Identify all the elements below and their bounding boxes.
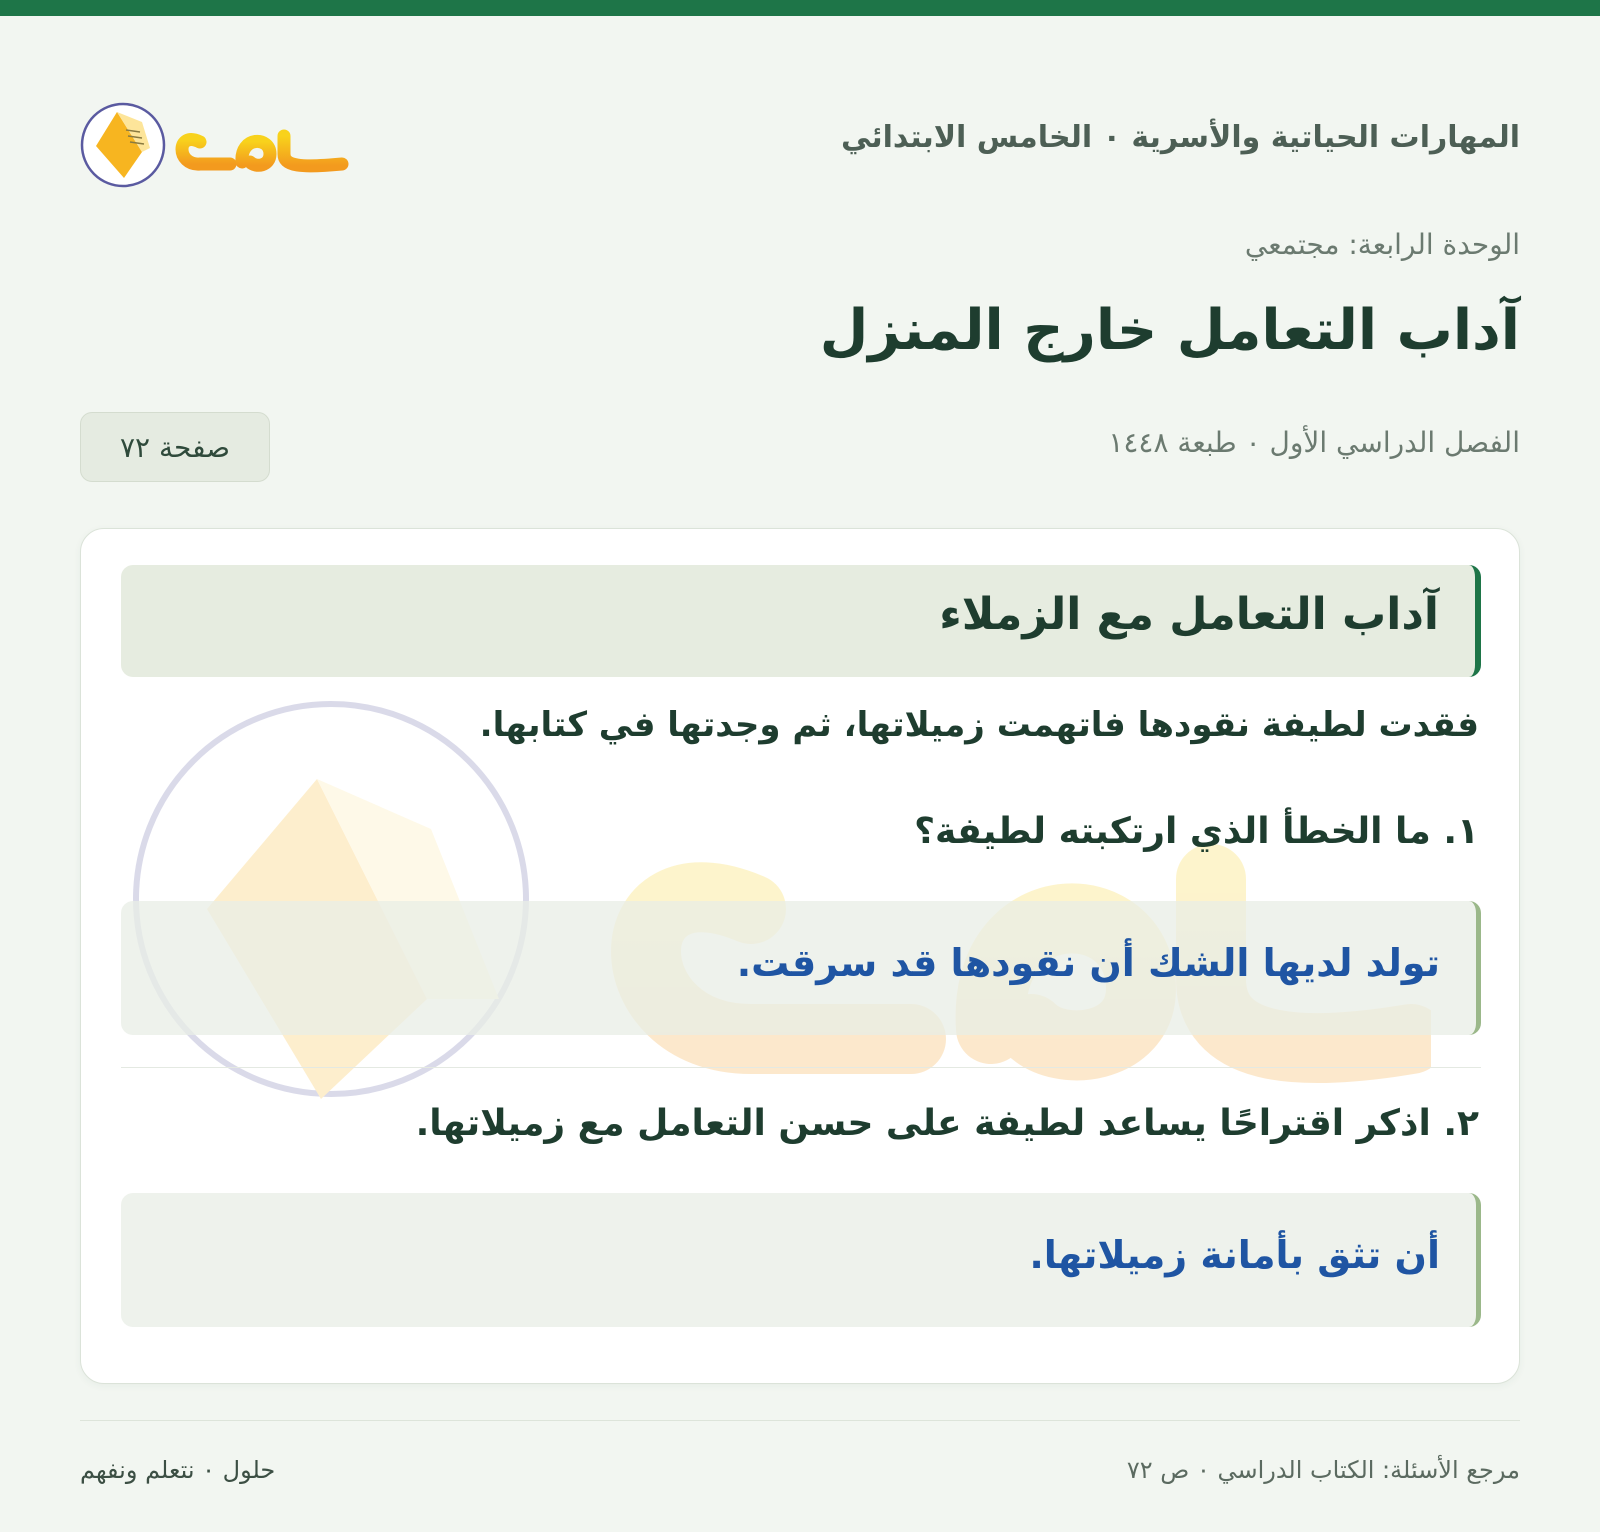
- divider: [121, 1067, 1481, 1068]
- book-icon: [82, 104, 164, 186]
- course-title: المهارات الحياتية والأسرية ٠ الخامس الابتدائي: [840, 120, 1520, 155]
- question-card: [80, 528, 1520, 1384]
- logo: [80, 86, 350, 196]
- section-heading: [121, 565, 1481, 677]
- scenario-text: فقدت لطيفة نقودها فاتهمت زميلاتها، ثم وجدتها في كتابها.: [479, 705, 1479, 745]
- question-1: ١. ما الخطأ الذي ارتكبته لطيفة؟: [914, 811, 1479, 852]
- answer-box-2: [121, 1193, 1481, 1327]
- section-title: آداب التعامل مع الزملاء: [939, 589, 1439, 640]
- footer-brand: حلول ٠ نتعلم ونفهم: [80, 1456, 276, 1484]
- footer-divider: [80, 1420, 1520, 1421]
- page: [80, 16, 1520, 1532]
- footer-reference: مرجع الأسئلة: الكتاب الدراسي ٠ ص ٧٢: [1126, 1456, 1520, 1484]
- answer-box-1: [121, 901, 1481, 1035]
- header: [80, 86, 1520, 206]
- edition-label: الفصل الدراسي الأول ٠ طبعة ١٤٤٨: [1108, 426, 1520, 459]
- unit-label: الوحدة الرابعة: مجتمعي: [1244, 228, 1520, 261]
- question-2: ٢. اذكر اقتراحًا يساعد لطيفة على حسن التعامل مع زميلاتها.: [415, 1103, 1479, 1144]
- page-badge: صفحة ٧٢: [80, 412, 270, 482]
- lesson-title: آداب التعامل خارج المنزل: [819, 298, 1520, 363]
- answer-2: أن تثق بأمانة زميلاتها.: [1029, 1233, 1440, 1277]
- answer-1: تولد لديها الشك أن نقودها قد سرقت.: [736, 941, 1440, 985]
- top-accent-bar: [0, 0, 1600, 16]
- logo-wordmark: [182, 108, 342, 166]
